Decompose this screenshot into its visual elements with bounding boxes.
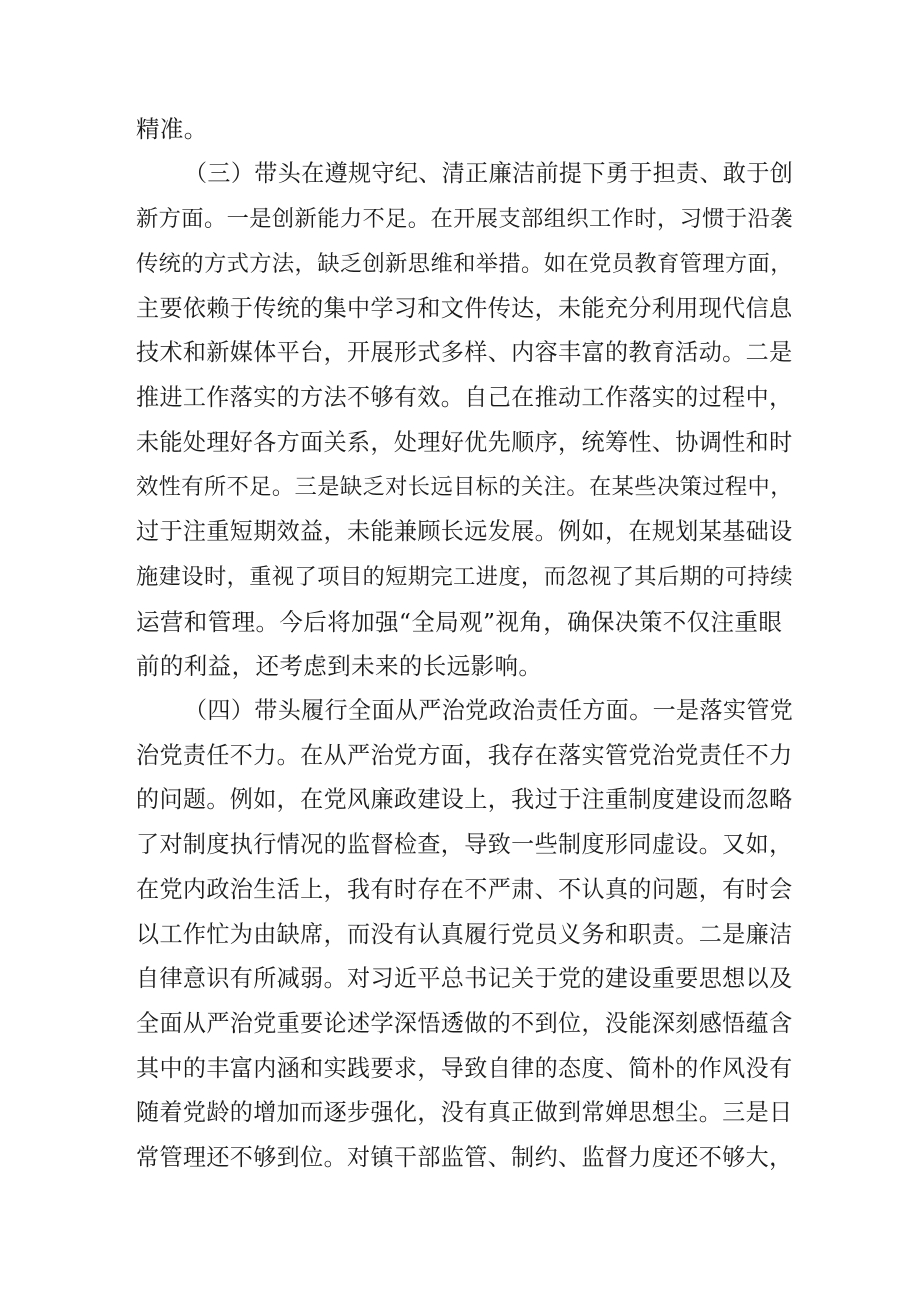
text-line: 治党责任不力。在从严治党方面，我存在落实管党治党责任不力 — [136, 743, 793, 769]
text-line: 技术和新媒体平台，开展形式多样、内容丰富的教育活动。二是 — [136, 340, 793, 366]
text-line: 新方面。一是创新能力不足。在开展支部组织工作时，习惯于沿袭 — [136, 206, 793, 232]
text-line: 过于注重短期效益，未能兼顾长远发展。例如，在规划某基础设 — [136, 519, 793, 545]
text-line: 的问题。例如，在党风廉政建设上，我过于注重制度建设而忽略 — [136, 787, 793, 813]
text-line: 主要依赖于传统的集中学习和文件传达，未能充分利用现代信息 — [136, 296, 793, 322]
text-line: 常管理还不够到位。对镇干部监管、制约、监督力度还不够大， — [136, 1145, 793, 1171]
text-line: 传统的方式方法，缺乏创新思维和举措。如在党员教育管理方面， — [136, 251, 793, 277]
text-line: 前的利益，还考虑到未来的长远影响。 — [136, 652, 543, 680]
text-line: 以工作忙为由缺席，而没有认真履行党员义务和职责。二是廉洁 — [136, 922, 793, 948]
text-line: 效性有所不足。三是缺乏对长远目标的关注。在某些决策过程中， — [136, 474, 793, 500]
section-heading-3: （三）带头在遵规守纪、清正廉洁前提下勇于担责、敢于创 — [184, 161, 794, 187]
text-line: 推进工作落实的方法不够有效。自己在推动工作落实的过程中， — [136, 385, 793, 411]
text-line: 其中的丰富内涵和实践要求，导致自律的态度、简朴的作风没有 — [136, 1056, 793, 1082]
text-line: 了对制度执行情况的监督检查，导致一些制度形同虚设。又如， — [136, 832, 793, 858]
section-heading-4: （四）带头履行全面从严治党政治责任方面。一是落实管党 — [184, 698, 794, 724]
text-line: 未能处理好各方面关系，处理好优先顺序，统筹性、协调性和时 — [136, 430, 793, 456]
text-line: 施建设时，重视了项目的短期完工进度，而忽视了其后期的可持续 — [136, 564, 793, 590]
text-line: 运营和管理。今后将加强“全局观”视角，确保决策不仅注重眼 — [136, 608, 783, 636]
text-line: 自律意识有所减弱。对习近平总书记关于党的建设重要思想以及 — [136, 966, 793, 992]
text-line: 精准。 — [136, 115, 208, 143]
text-line: 全面从严治党重要论述学深悟透做的不到位，没能深刻感悟蕴含 — [136, 1011, 793, 1037]
text-line: 随着党龄的增加而逐步强化，没有真正做到常婵思想尘。三是日 — [136, 1100, 793, 1126]
text-line: 在党内政治生活上，我有时存在不严肃、不认真的问题，有时会 — [136, 877, 793, 903]
